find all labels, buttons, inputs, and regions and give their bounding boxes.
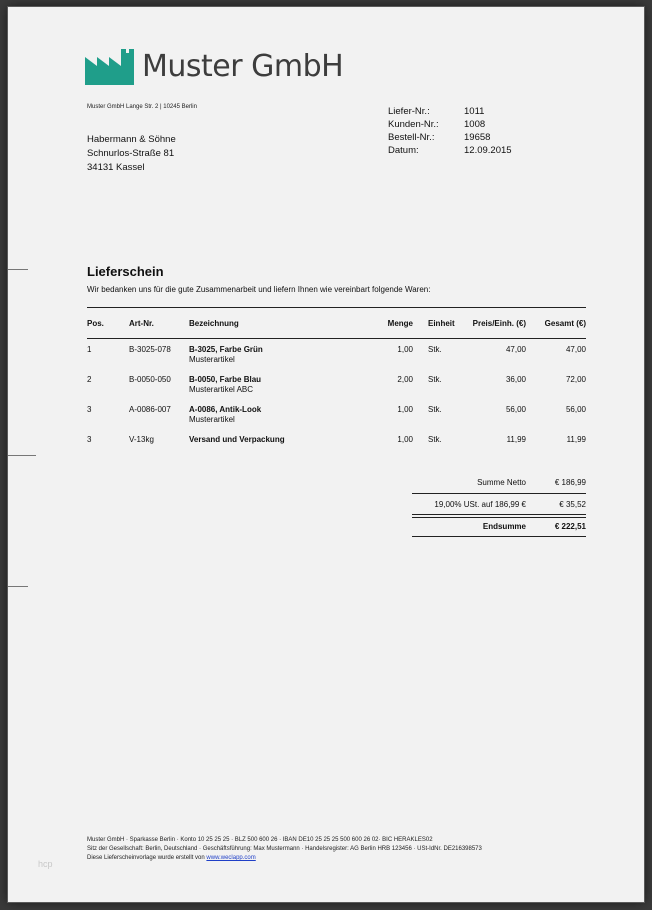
footer [87,836,482,863]
meta-label: Liefer-Nr.: [388,106,430,117]
header-bezeichnung: Bezeichnung [189,319,239,328]
cell-pos: 1 [87,345,92,354]
meta-value: 1011 [464,106,485,117]
cell-art-nr: A-0086-007 [129,405,171,414]
table-row [87,369,586,399]
header-menge: Menge [387,319,413,328]
netto-label: Summe Netto [477,478,526,487]
item-name: B-0050, Farbe Blau [189,375,262,384]
item-description: Musterartikel [189,355,235,364]
meta-value: 12.09.2015 [464,145,512,156]
items-table [87,307,586,459]
item-name: B-3025, Farbe Grün [189,345,263,354]
watermark: hcp [38,859,53,869]
footer-credit-line [87,854,482,863]
table-row [87,429,586,459]
cell-pos: 2 [87,375,92,384]
footer-credit-text: Diese Lieferscheinvorlage wurde erstellt von [87,855,207,861]
header-gesamt: Gesamt (€) [544,319,586,328]
factory-icon [85,49,134,85]
header-art-nr: Art-Nr. [129,319,154,328]
cell-bezeichnung [189,345,263,364]
meta-label: Kunden-Nr.: [388,119,439,130]
meta-label: Datum: [388,145,419,156]
recipient-address [87,133,176,175]
cell-einheit: Stk. [428,345,442,354]
cell-bezeichnung [189,435,285,445]
fold-mark [8,455,36,456]
cell-art-nr: B-0050-050 [129,375,171,384]
recipient-city: 34131 Kassel [87,162,145,173]
endsumme-label: Endsumme [482,522,526,531]
cell-einheit: Stk. [428,375,442,384]
sender-address-line: Muster GmbH Lange Str. 2 | 10245 Berlin [87,104,197,110]
totals-ust [412,493,586,515]
weclapp-link[interactable]: www.weclapp.com [206,855,256,861]
header-preis: Preis/Einh. (€) [472,319,526,328]
meta-row-liefer-nr [388,105,512,118]
cell-einheit: Stk. [428,435,442,444]
company-name: Muster GmbH [142,49,344,84]
ust-label: 19,00% USt. auf 186,99 € [434,500,526,509]
cell-menge: 1,00 [397,405,413,414]
company-logo [85,45,343,85]
cell-bezeichnung [189,375,261,394]
netto-value: € 186,99 [554,478,586,487]
document-title: Lieferschein [87,264,164,279]
cell-art-nr: B-3025-078 [129,345,171,354]
cell-bezeichnung [189,405,261,424]
cell-preis: 36,00 [505,375,526,384]
item-name: Versand und Verpackung [189,435,285,444]
meta-row-bestell-nr [388,131,512,144]
cell-menge: 1,00 [397,345,413,354]
table-row [87,399,586,429]
document-meta [388,105,512,157]
totals-block [412,472,586,537]
document-page [8,7,644,902]
recipient-name: Habermann & Söhne [87,134,176,145]
meta-row-kunden-nr [388,118,512,131]
ust-value: € 35,52 [559,500,586,509]
meta-value: 19658 [464,132,491,143]
cell-pos: 3 [87,405,92,414]
recipient-street: Schnurlos-Straße 81 [87,148,175,159]
cell-preis: 56,00 [505,405,526,414]
cell-einheit: Stk. [428,405,442,414]
footer-bank-line: Muster GmbH · Sparkasse Berlin · Konto 10 25 25 25 · BLZ 500 600 26 · IBAN DE10 25 25 25 500 600 26 02· BIC HERAKLES02 [87,837,433,843]
item-description: Musterartikel ABC [189,385,254,394]
cell-preis: 11,99 [506,435,526,444]
cell-menge: 1,00 [397,435,413,444]
cell-pos: 3 [87,435,92,444]
totals-endsumme [412,517,586,537]
header-pos: Pos. [87,319,104,328]
meta-row-datum [388,144,512,157]
cell-gesamt: 72,00 [565,375,586,384]
cell-art-nr: V-13kg [129,435,154,444]
cell-gesamt: 47,00 [565,345,586,354]
endsumme-value: € 222,51 [554,522,586,531]
cell-menge: 2,00 [397,375,413,384]
cell-gesamt: 11,99 [566,435,586,444]
fold-mark [8,269,28,270]
item-description: Musterartikel [189,415,235,424]
table-header [87,307,586,339]
footer-company-line: Sitz der Gesellschaft: Berlin, Deutschland · Geschäftsführung: Max Mustermann · Handelsregister: AG Berlin HRB 123456 · USt-IdNr. DE216398573 [87,846,482,852]
meta-value: 1008 [464,119,486,130]
intro-text: Wir bedanken uns für die gute Zusammenarbeit und liefern Ihnen wie vereinbart folgende Waren: [87,285,431,294]
cell-gesamt: 56,00 [565,405,586,414]
totals-netto [412,472,586,493]
meta-label: Bestell-Nr.: [388,132,435,143]
cell-preis: 47,00 [505,345,526,354]
header-einheit: Einheit [428,319,455,328]
item-name: A-0086, Antik-Look [189,405,262,414]
table-row [87,339,586,369]
fold-mark [8,586,28,587]
